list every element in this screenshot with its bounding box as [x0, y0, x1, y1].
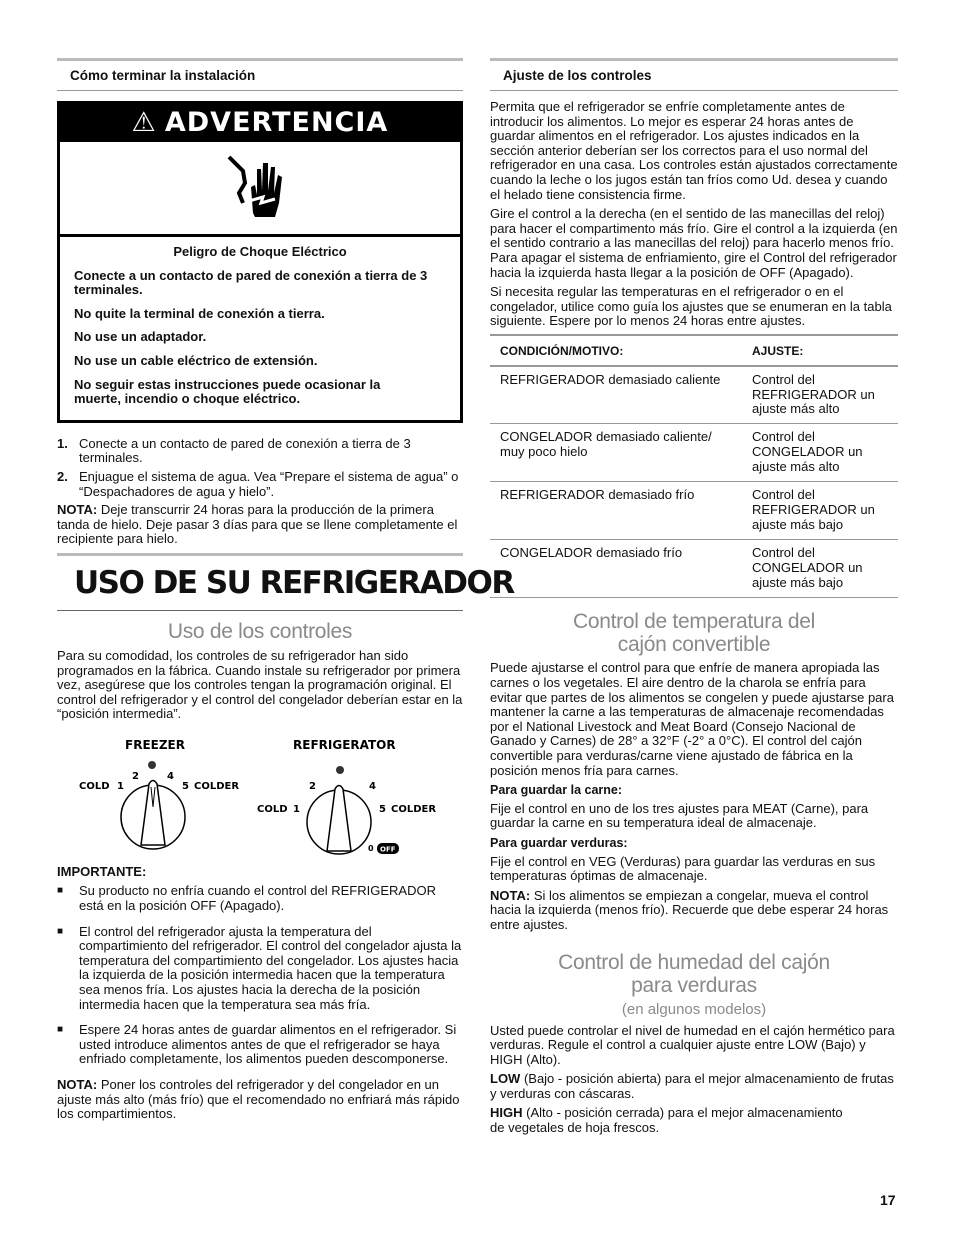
right-column	[490, 58, 898, 1141]
svg-text:1: 1	[293, 803, 300, 815]
section-heading: Ajuste de los controles	[503, 68, 652, 83]
list-item: 1. Conecte a un contacto de pared de conexión a tierra de 3 terminales.	[57, 435, 411, 466]
svg-text:1: 1	[117, 780, 124, 792]
list-item: 2. Enjuague el sistema de agua. Vea “Prepare el sistema de agua” o “Despachadores de agua y hielo”.	[57, 468, 459, 499]
humidity-subheading: (en algunos modelos)	[621, 1000, 767, 1018]
svg-text:REFRIGERATOR: REFRIGERATOR	[293, 737, 396, 752]
divider	[490, 90, 898, 91]
svg-text:0: 0	[368, 843, 374, 853]
paragraph: HIGH (Alto - posición cerrada) para el mejor almacenamiento de vegetales de hoja frescos.	[490, 1105, 843, 1136]
svg-text:5: 5	[379, 803, 386, 815]
note: NOTA: Deje transcurrir 24 horas para la producción de la primera tanda de hielo. Deje pasar 3 días para que se llene completamente el recipiente para hielo.	[57, 502, 458, 547]
warning-line: No use un adaptador.	[74, 329, 207, 345]
adjustment-table	[490, 334, 898, 599]
note: NOTA: Poner los controles del refrigerador y del congelador en un ajuste más alto (más frío) que el recomendado no enfriará más rápido los compartimientos.	[57, 1077, 460, 1122]
table-row: REFRIGERADOR demasiado caliente Control del REFRIGERADOR un ajuste más alto	[490, 366, 898, 424]
table-row: REFRIGERADOR demasiado frío Control del REFRIGERADOR un ajuste más bajo	[490, 482, 898, 540]
paragraph: Fije el control en uno de los tres ajustes para MEAT (Carne), para guardar la carne en su temperatura ideal de almacenaje.	[490, 800, 869, 831]
warning-title: ADVERTENCIA	[164, 106, 389, 138]
control-dials-diagram	[57, 727, 463, 857]
svg-text:COLD: COLD	[257, 803, 288, 815]
table-row: CONGELADOR demasiado frío Control del CONGELADOR un ajuste más bajo	[490, 540, 898, 598]
controls-heading: Uso de los controles	[167, 619, 353, 643]
left-column	[57, 58, 514, 1127]
paragraph: LOW (Bajo - posición abierta) para el mejor almacenamiento de frutas y verduras con cáscaras.	[490, 1071, 894, 1101]
list-item: ■ El control del refrigerador ajusta la temperatura del compartimiento del refrigerador. El control del congelador ajusta la temperatura del compartimiento del congelador. Los ajustes hacia la izquierda de la posición intermedia hacen que la temperatura sea menos fría. Los ajustes hacia la derecha de la posición intermedia hacen que la temperatura sea más fría.	[57, 925, 463, 1013]
paragraph: Fije el control en VEG (Verduras) para guardar las verduras en sus temperaturas óptimas de almacenaje.	[490, 853, 876, 884]
humidity-heading: Control de humedad del cajón para verduras	[558, 950, 830, 997]
note: NOTA: Si los alimentos se empiezan a congelar, mueva el control hacia la izquierda (menos frío). Recuerde que debe esperar 24 horas entre ajustes.	[490, 887, 889, 932]
warning-line: No use un cable eléctrico de extensión.	[74, 352, 318, 368]
freezer-dial	[79, 738, 239, 849]
page-title: USO DE SU REFRIGERADOR	[74, 564, 514, 601]
temp-control-heading: Control de temperatura del cajón convertible	[572, 610, 815, 657]
paragraph: Si necesita regular las temperaturas en el refrigerador o en el congelador, utilice como guía los ajustes que se enumeran en la tabla siguiente. Espere por lo menos 24 horas entre ajustes.	[490, 284, 892, 329]
section-heading: Cómo terminar la instalación	[70, 68, 256, 83]
svg-text:5: 5	[182, 780, 189, 792]
paragraph: Permita que el refrigerador se enfríe completamente antes de introducir los alimentos. Lo mejor es esperar 24 horas antes de guardar alimentos en el refrigerador. Los ajustes indicados en la sección anterior deberían ser los correctos para el uso normal del refrigerador en una casa. Los controles están ajustados correctamente cuando la leche o los jugos están tan fríos como Ud. desea y cuando el helado tiene consistencia firme.	[490, 99, 898, 202]
page-number: 17	[880, 1192, 896, 1208]
table-row: CONGELADOR demasiado caliente/ muy poco hielo Control del CONGELADOR un ajuste más alto	[490, 424, 898, 482]
warning-line: Conecte a un contacto de pared de conexión a tierra de 3 terminales.	[74, 267, 428, 298]
divider	[57, 90, 463, 91]
controls-text: Para su comodidad, los controles de su refrigerador han sido programados en la fábrica. Cuando instale su refrigerador por primera vez, asegúrese que los controles tengan la programación original. El control del refrigerador y el control del congelador deberían estar en la “posición intermedia”.	[57, 647, 463, 722]
subheading: Para guardar la carne:	[490, 783, 623, 798]
install-steps	[57, 437, 463, 499]
paragraph: Gire el control a la derecha (en el sentido de las manecillas del reloj) para hacer el compartimento más frío. Gire el control a la izquierda (en el sentido contrario a las manecillas del reloj) para hacerlo menos frío. Para apagar el sistema de enfriamiento, gire el Control del refrigerador hacia la izquierda hasta llegar a la posición de OFF (Apagado).	[490, 206, 898, 280]
warning-box	[57, 101, 463, 423]
warning-line: No quite la terminal de conexión a tierra.	[74, 305, 325, 321]
warning-line: No seguir estas instrucciones puede ocasionar la muerte, incendio o choque eléctrico.	[74, 376, 381, 407]
important-label: IMPORTANTE:	[57, 863, 147, 879]
list-item: ■ Su producto no enfría cuando el control del REFRIGERADOR está en la posición OFF (Apagado).	[57, 884, 463, 913]
paragraph: Puede ajustarse el control para que enfríe de manera apropiada las carnes o los vegetales. El aire dentro de la charola se enfría para evitar que partes de los alimentos se congelen y puede ajustarse para mantener la carne a las temperaturas de almacenaje recomendadas por el National Livestock and Meat Board (Consejo Nacional de Ganado y Carnes) de 28° a 32°F (-2° a 0°C). El control del cajón convertible para verduras/carne viene ajustado de fábrica en la posición menos fría para carnes.	[490, 660, 894, 778]
warning-triangle-icon: ⚠	[131, 106, 157, 138]
subheading: Para guardar verduras:	[490, 835, 628, 850]
list-item: ■ Espere 24 horas antes de guardar alimentos en el refrigerador. Si usted introduce alimentos antes de que el refrigerador se haya enfriado completamente, los alimentos pueden descomponerse.	[57, 1023, 463, 1067]
svg-text:4: 4	[167, 770, 174, 782]
refrigerator-dial	[257, 738, 436, 854]
svg-text:2: 2	[132, 770, 139, 782]
electric-shock-hand-icon	[60, 142, 460, 237]
table-header: AJUSTE:	[742, 335, 898, 366]
svg-text:COLDER: COLDER	[194, 780, 240, 792]
table-header: CONDICIÓN/MOTIVO:	[490, 335, 742, 366]
divider	[57, 610, 463, 611]
svg-text:COLDER: COLDER	[391, 803, 437, 815]
svg-text:4: 4	[369, 780, 376, 792]
svg-text:OFF: OFF	[380, 845, 396, 854]
warning-line: Peligro de Choque Eléctrico	[173, 244, 347, 259]
paragraph: Usted puede controlar el nivel de humedad en el cajón hermético para verduras. Regule el control a cualquier ajuste entre LOW (Bajo) y HIGH (Alto).	[490, 1022, 895, 1067]
svg-text:FREEZER: FREEZER	[125, 737, 185, 752]
svg-text:2: 2	[309, 780, 316, 792]
svg-text:COLD: COLD	[79, 780, 110, 792]
